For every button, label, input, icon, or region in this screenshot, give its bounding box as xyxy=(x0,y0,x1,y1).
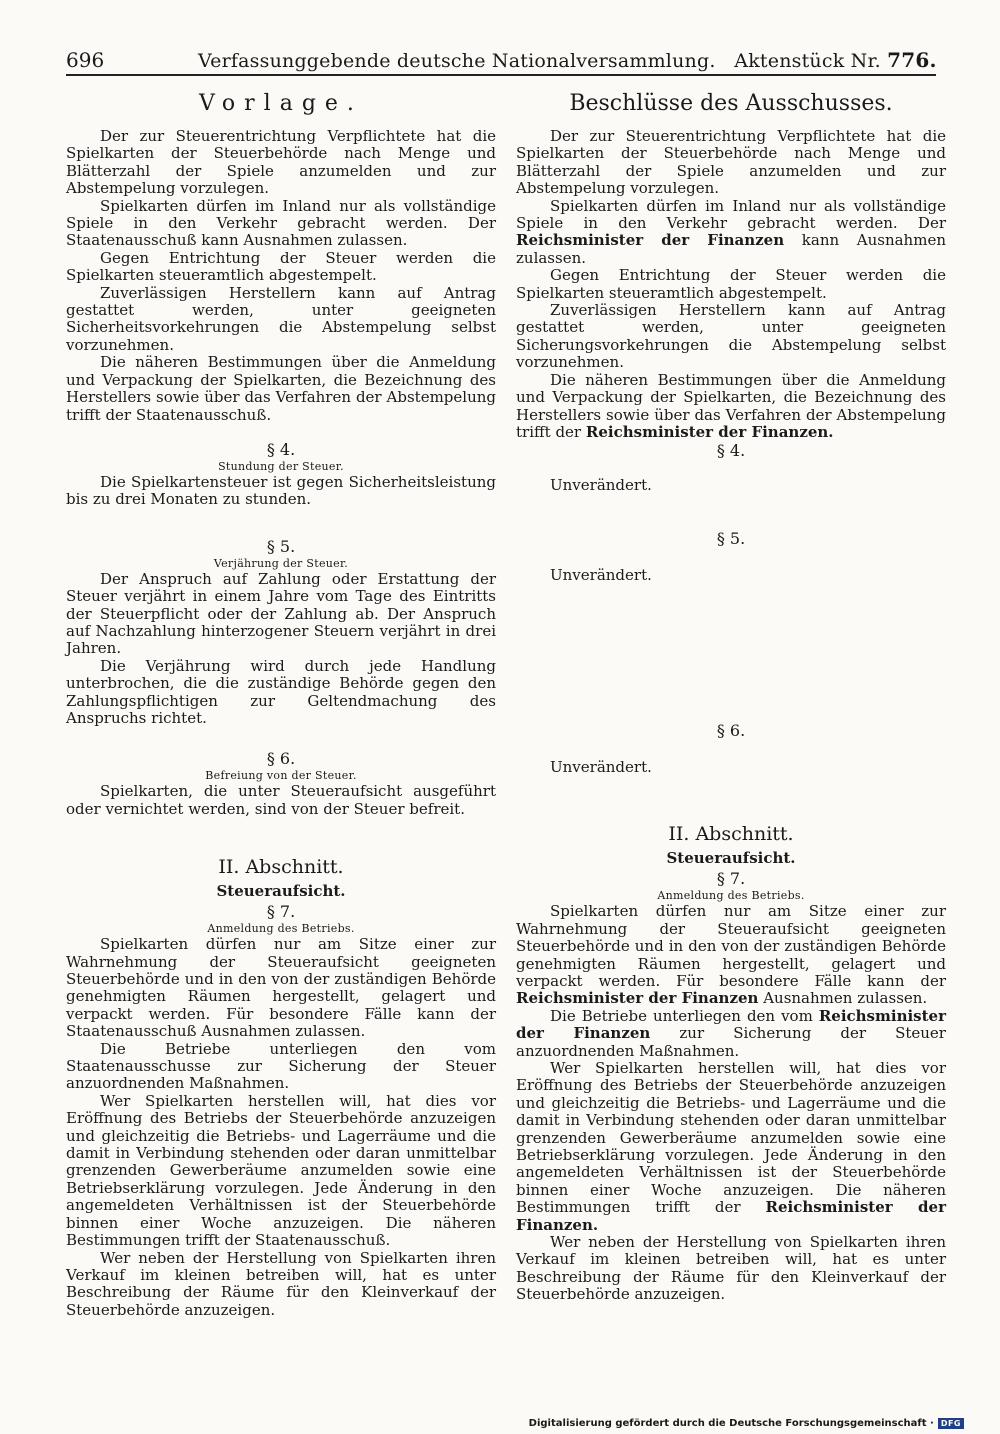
section-number: § 4. xyxy=(266,439,296,459)
paragraph: Die Verjährung wird durch jede Handlung unterbrochen, die die zuständige Behörde gegen den Zahlungspflichtigen zur Geltendmachung des Anspruchs richtet. xyxy=(66,656,496,727)
paragraph: Die näheren Bestimmungen über die Anmeldung und Verpackung der Spielkarten, die Bezeichnung des Herstellers sowie über das Verfahren der Abstempelung trifft der Staatenausschuß. xyxy=(66,353,496,424)
paragraph xyxy=(516,372,946,442)
assembly-title: Verfassunggebende deutsche Nationalversammlung. xyxy=(198,50,716,72)
chapter-subheading: Steueraufsicht. xyxy=(666,849,796,868)
chapter-heading: II. Abschnitt. xyxy=(668,823,794,846)
column-heading-beschluesse: Beschlüsse des Ausschusses. xyxy=(569,91,893,116)
emphasis-reichsminister: Reichsminister der Finanzen. xyxy=(516,1198,946,1234)
section-number: § 4. xyxy=(716,441,746,461)
doc-label: Aktenstück Nr. xyxy=(734,50,881,72)
dfg-logo: DFG xyxy=(938,1418,964,1429)
paragraph: Wer Spielkarten herstellen will, hat dies vor Eröffnung des Betriebs der Steuerbehörde anzuzeigen und gleichzeitig die Betriebs- und Lagerräume und die damit in Verbindung stehenden oder daran unmittelbar grenzenden Gewerberäume anzumelden sowie eine Betriebserklärung vorzulegen. Jede Änderung in den angemeldeten Verhältnissen ist der Steuerbehörde binnen einer Woche anzuzeigen. Die näheren Bestimmungen trifft der Staatenausschuß. xyxy=(66,1091,496,1250)
chapter-heading: II. Abschnitt. xyxy=(218,856,344,879)
paragraph: Wer neben der Herstellung von Spielkarten ihren Verkauf im kleinen betreiben will, hat es unter Beschreibung der Räume für den Kleinverkauf der Steuerbehörde anzuzeigen. xyxy=(516,1233,946,1304)
paragraph: Wer neben der Herstellung von Spielkarten ihren Verkauf im kleinen betreiben will, hat es unter Beschreibung der Räume für den Kleinverkauf der Steuerbehörde anzuzeigen. xyxy=(66,1248,496,1319)
digitization-credit xyxy=(529,1418,964,1429)
text-run: kann Ausnahmen zulassen. xyxy=(516,231,946,267)
column-beschluesse xyxy=(516,80,946,1304)
section-title: Anmeldung des Betriebs. xyxy=(207,922,355,936)
paragraph: Der zur Steuerentrichtung Verpflichtete hat die Spielkarten der Steuerbehörde nach Menge und Blätterzahl der Spiele anzumelden und zur Abstempelung vorzulegen. xyxy=(516,127,946,198)
section-title: Befreiung von der Steuer. xyxy=(205,769,357,783)
section-number: § 6. xyxy=(266,749,296,769)
page-header xyxy=(66,44,936,76)
paragraph: Der zur Steuerentrichtung Verpflichtete hat die Spielkarten der Steuerbehörde nach Menge und Blätterzahl der Spiele anzumelden und zur Abstempelung vorzulegen. xyxy=(66,127,496,198)
paragraph xyxy=(516,1060,946,1234)
paragraph: Zuverlässigen Herstellern kann auf Antrag gestattet werden, unter geeigneten Sicherungsvorkehrungen die Abstempelung selbst vorzunehmen. xyxy=(516,301,946,372)
header-rule xyxy=(66,74,936,76)
page-number: 696 xyxy=(66,48,105,72)
paragraph xyxy=(516,903,946,1007)
text-run: Wer Spielkarten herstellen will, hat dies vor Eröffnung des Betriebs der Steuerbehörde anzuzeigen und gleichzeitig die Betriebs- und Lagerräume und die damit in Verbindung stehenden oder daran unmittelbar grenzenden Gewerberäume anzumelden sowie eine Betriebserklärung vorzulegen. Jede Änderung in den angemeldeten Verhältnissen ist der Steuerbehörde binnen einer Woche anzuzeigen. Die näheren Bestimmungen trifft der xyxy=(516,1058,946,1217)
paragraph: Spielkarten dürfen nur am Sitze einer zur Wahrnehmung der Steueraufsicht geeigneten Steuerbehörde und in den von der zuständigen Behörde genehmigten Räumen hergestellt, gelagert und verpackt werden. Für besondere Fälle kann der Staatenausschuß Ausnahmen zulassen. xyxy=(66,935,496,1041)
paragraph: Spielkarten dürfen im Inland nur als vollständige Spiele in den Verkehr gebracht werden. Der Staatenausschuß kann Ausnahmen zulassen. xyxy=(66,196,496,250)
text-run: Ausnahmen zulassen. xyxy=(763,989,928,1008)
paragraph: Gegen Entrichtung der Steuer werden die Spielkarten steueramtlich abgestempelt. xyxy=(516,266,946,302)
unchanged-note: Unverändert. xyxy=(550,758,652,777)
chapter-subheading: Steueraufsicht. xyxy=(216,882,346,901)
text-run: Die näheren Bestimmungen über die Anmeldung und Verpackung der Spielkarten, die Bezeichnung des Herstellers sowie über das Verfahren der Abstempelung trifft der xyxy=(516,370,946,441)
paragraph: Spielkarten, die unter Steueraufsicht ausgeführt oder vernichtet werden, sind von der Steuer befreit. xyxy=(66,782,496,818)
section-title: Anmeldung des Betriebs. xyxy=(657,889,805,903)
section-number: § 5. xyxy=(716,529,746,549)
unchanged-note: Unverändert. xyxy=(550,476,652,495)
text-run: Die Betriebe unterliegen den vom xyxy=(550,1006,813,1025)
running-title xyxy=(198,48,937,72)
paragraph: Der Anspruch auf Zahlung oder Erstattung der Steuer verjährt in einem Jahre vom Tage des Eintritts der Steuerpflicht oder der Zahlung ab. Der Anspruch auf Nachzahlung hinterzogener Steuern verjährt in drei Jahren. xyxy=(66,569,496,658)
text-run: zur Sicherung der Steuer anzuordnenden Maßnahmen. xyxy=(516,1024,946,1060)
section-number: § 7. xyxy=(716,869,746,889)
paragraph: Zuverlässigen Herstellern kann auf Antrag gestattet werden, unter geeigneten Sicherheitsvorkehrungen die Abstempelung selbst vorzunehmen. xyxy=(66,283,496,354)
section-title: Stundung der Steuer. xyxy=(218,459,344,473)
emphasis-reichsminister: Reichsminister der Finanzen xyxy=(516,989,759,1008)
text-run: Spielkarten dürfen nur am Sitze einer zur Wahrnehmung der Steueraufsicht geeigneten Steuerbehörde und in den von der zuständigen Behörde genehmigten Räumen hergestellt, gelagert und verpackt werden. Für besondere Fälle kann der xyxy=(516,902,946,990)
section-number: § 6. xyxy=(716,721,746,741)
paragraph xyxy=(516,198,946,268)
column-vorlage xyxy=(66,80,496,1319)
emphasis-reichsminister: Reichsminister der Finanzen xyxy=(516,231,785,250)
section-title: Verjährung der Steuer. xyxy=(213,556,349,570)
text-run: Spielkarten dürfen im Inland nur als vollständige Spiele in den Verkehr gebracht werden. Der xyxy=(516,196,946,233)
unchanged-note: Unverändert. xyxy=(550,566,652,585)
doc-number: 776. xyxy=(887,48,937,72)
credit-text: Digitalisierung gefördert durch die Deutsche Forschungsgemeinschaft · xyxy=(528,1418,934,1429)
emphasis-reichsminister: Reichsminister der Finanzen. xyxy=(585,422,834,441)
paragraph: Die Spielkartensteuer ist gegen Sicherheitsleistung bis zu drei Monaten zu stunden. xyxy=(66,472,496,509)
paragraph: Die Betriebe unterliegen den vom Staatenausschusse zur Sicherung der Steuer anzuordnenden Maßnahmen. xyxy=(66,1039,496,1093)
emphasis-reichsminister: Reichsminister der Finanzen xyxy=(516,1006,946,1043)
column-heading-vorlage: Vorlage. xyxy=(199,91,363,116)
section-number: § 5. xyxy=(266,536,296,556)
section-number: § 7. xyxy=(266,902,296,922)
paragraph xyxy=(516,1008,946,1060)
paragraph: Gegen Entrichtung der Steuer werden die Spielkarten steueramtlich abgestempelt. xyxy=(66,248,496,285)
